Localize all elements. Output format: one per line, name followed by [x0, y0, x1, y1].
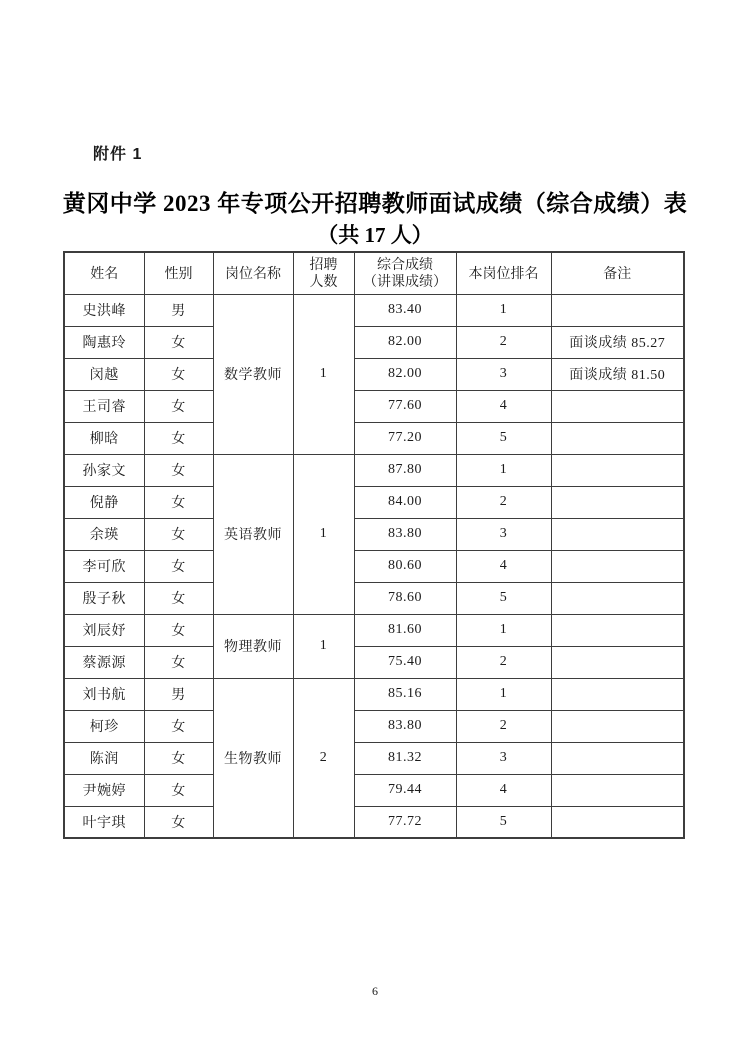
cell-gender: 女 — [144, 550, 213, 582]
table-header-row — [64, 252, 684, 294]
table-row — [64, 294, 684, 326]
table-row — [64, 326, 684, 358]
cell-score: 77.20 — [354, 422, 456, 454]
cell-recruit-count-english: 1 — [293, 454, 354, 614]
cell-position-biology: 生物教师 — [213, 678, 293, 838]
cell-gender: 女 — [144, 486, 213, 518]
cell-rank: 2 — [456, 646, 551, 678]
cell-remark — [551, 294, 684, 326]
cell-name: 尹婉婷 — [64, 774, 144, 806]
table-row — [64, 774, 684, 806]
header-recruit-line2: 人数 — [309, 273, 338, 290]
cell-rank: 2 — [456, 710, 551, 742]
cell-position-physics: 物理教师 — [213, 614, 293, 678]
table-row — [64, 678, 684, 710]
cell-remark — [551, 742, 684, 774]
table-row — [64, 582, 684, 614]
cell-remark — [551, 454, 684, 486]
cell-name: 王司睿 — [64, 390, 144, 422]
cell-rank: 4 — [456, 774, 551, 806]
cell-gender: 女 — [144, 646, 213, 678]
cell-name: 孙家文 — [64, 454, 144, 486]
cell-recruit-count-physics: 1 — [293, 614, 354, 678]
cell-score: 87.80 — [354, 454, 456, 486]
cell-rank: 5 — [456, 422, 551, 454]
cell-remark — [551, 774, 684, 806]
cell-name: 余瑛 — [64, 518, 144, 550]
cell-score: 77.60 — [354, 390, 456, 422]
table-row — [64, 358, 684, 390]
table-row — [64, 390, 684, 422]
cell-remark — [551, 806, 684, 838]
cell-rank: 3 — [456, 742, 551, 774]
cell-gender: 男 — [144, 294, 213, 326]
table-row — [64, 422, 684, 454]
cell-rank: 3 — [456, 358, 551, 390]
cell-gender: 女 — [144, 710, 213, 742]
header-score-line1: 综合成绩 — [377, 255, 433, 272]
cell-score: 79.44 — [354, 774, 456, 806]
cell-name: 刘辰妤 — [64, 614, 144, 646]
cell-remark — [551, 422, 684, 454]
cell-rank: 1 — [456, 294, 551, 326]
cell-remark — [551, 710, 684, 742]
table-row — [64, 742, 684, 774]
header-score — [354, 252, 456, 294]
cell-rank: 1 — [456, 614, 551, 646]
cell-remark — [551, 678, 684, 710]
cell-rank: 4 — [456, 550, 551, 582]
cell-name: 闵越 — [64, 358, 144, 390]
cell-gender: 女 — [144, 518, 213, 550]
header-remark: 备注 — [551, 252, 684, 294]
header-recruit-line1: 招聘 — [309, 255, 338, 272]
table-row — [64, 550, 684, 582]
cell-score: 83.80 — [354, 710, 456, 742]
table-row — [64, 454, 684, 486]
cell-gender: 男 — [144, 678, 213, 710]
page-subtitle: （共 17 人） — [317, 223, 433, 247]
cell-recruit-count-math: 1 — [293, 294, 354, 454]
table-row — [64, 646, 684, 678]
cell-score: 81.32 — [354, 742, 456, 774]
cell-gender: 女 — [144, 390, 213, 422]
cell-name: 史洪峰 — [64, 294, 144, 326]
cell-position-english: 英语教师 — [213, 454, 293, 614]
page-title: 黄冈中学 2023 年专项公开招聘教师面试成绩（综合成绩）表 — [62, 191, 688, 216]
cell-rank: 5 — [456, 582, 551, 614]
cell-remark — [551, 614, 684, 646]
cell-score: 82.00 — [354, 358, 456, 390]
cell-rank: 1 — [456, 678, 551, 710]
cell-name: 蔡源源 — [64, 646, 144, 678]
cell-remark — [551, 582, 684, 614]
header-gender: 性别 — [144, 252, 213, 294]
cell-rank: 3 — [456, 518, 551, 550]
cell-recruit-count-biology: 2 — [293, 678, 354, 838]
score-table — [63, 251, 685, 839]
cell-rank: 4 — [456, 390, 551, 422]
cell-remark — [551, 646, 684, 678]
cell-name: 柯珍 — [64, 710, 144, 742]
cell-gender: 女 — [144, 742, 213, 774]
cell-name: 刘书航 — [64, 678, 144, 710]
table-row — [64, 518, 684, 550]
cell-score: 83.40 — [354, 294, 456, 326]
header-rank: 本岗位排名 — [456, 252, 551, 294]
table-row — [64, 614, 684, 646]
cell-score: 81.60 — [354, 614, 456, 646]
cell-remark: 面谈成绩 81.50 — [551, 358, 684, 390]
cell-remark — [551, 390, 684, 422]
cell-gender: 女 — [144, 454, 213, 486]
cell-gender: 女 — [144, 582, 213, 614]
cell-score: 82.00 — [354, 326, 456, 358]
cell-rank: 2 — [456, 486, 551, 518]
cell-score: 80.60 — [354, 550, 456, 582]
cell-rank: 1 — [456, 454, 551, 486]
cell-remark — [551, 486, 684, 518]
cell-gender: 女 — [144, 774, 213, 806]
cell-position-math: 数学教师 — [213, 294, 293, 454]
table-row — [64, 486, 684, 518]
header-recruit-count — [293, 252, 354, 294]
cell-score: 84.00 — [354, 486, 456, 518]
header-position: 岗位名称 — [213, 252, 293, 294]
cell-name: 柳晗 — [64, 422, 144, 454]
cell-gender: 女 — [144, 358, 213, 390]
cell-gender: 女 — [144, 614, 213, 646]
cell-score: 83.80 — [354, 518, 456, 550]
cell-name: 李可欣 — [64, 550, 144, 582]
cell-gender: 女 — [144, 422, 213, 454]
cell-score: 75.40 — [354, 646, 456, 678]
header-score-line2: （讲课成绩） — [363, 273, 447, 290]
cell-gender: 女 — [144, 806, 213, 838]
header-name: 姓名 — [64, 252, 144, 294]
cell-name: 殷子秋 — [64, 582, 144, 614]
table-row — [64, 806, 684, 838]
cell-name: 倪静 — [64, 486, 144, 518]
cell-rank: 5 — [456, 806, 551, 838]
attachment-label: 附件 1 — [93, 146, 143, 163]
cell-score: 77.72 — [354, 806, 456, 838]
cell-name: 陈润 — [64, 742, 144, 774]
cell-gender: 女 — [144, 326, 213, 358]
cell-rank: 2 — [456, 326, 551, 358]
cell-name: 叶宇琪 — [64, 806, 144, 838]
cell-remark — [551, 550, 684, 582]
cell-remark: 面谈成绩 85.27 — [551, 326, 684, 358]
page-number: 6 — [372, 984, 378, 998]
cell-name: 陶惠玲 — [64, 326, 144, 358]
cell-score: 85.16 — [354, 678, 456, 710]
cell-score: 78.60 — [354, 582, 456, 614]
cell-remark — [551, 518, 684, 550]
table-row — [64, 710, 684, 742]
